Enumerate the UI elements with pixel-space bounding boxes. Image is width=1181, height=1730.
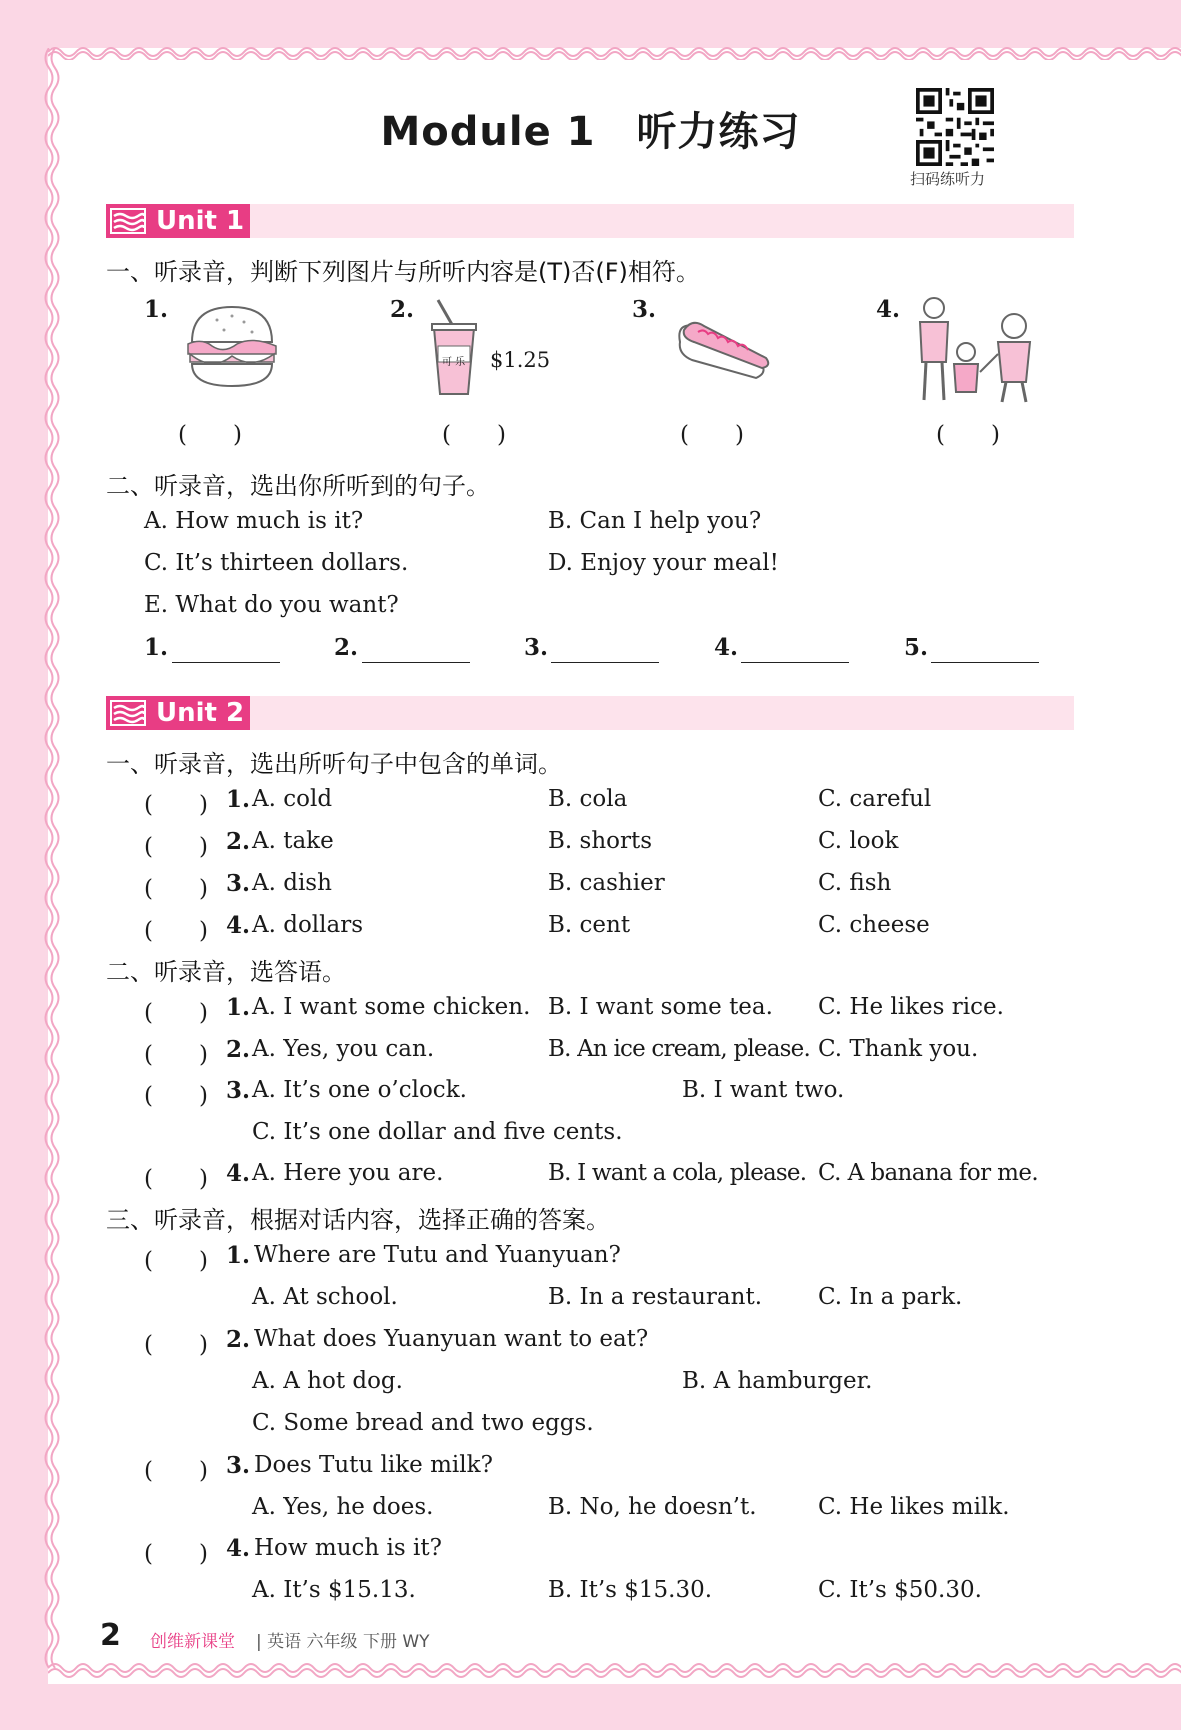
picture-item-number: 4. (876, 296, 901, 323)
option-a: A. I want some chicken. (252, 994, 531, 1020)
option-b: B. A hamburger. (682, 1368, 873, 1394)
family-icon (910, 292, 1038, 406)
book-info: | 英语 六年级 下册 WY (256, 1632, 430, 1652)
cup-label: 可 乐 (442, 357, 466, 368)
option-b: B. I want two. (682, 1077, 845, 1103)
sentence-option-d: D. Enjoy your meal! (548, 550, 779, 576)
sentence-option-a: A. How much is it? (144, 508, 364, 534)
option-c: C. Thank you. (818, 1036, 979, 1062)
answer-blank[interactable] (741, 662, 849, 663)
answer-parentheses[interactable]: ( ) (144, 1248, 208, 1274)
option-c: C. In a park. (818, 1284, 963, 1310)
option-a: A. dish (252, 870, 332, 896)
unit1-part1-heading: 一、听录音，判断下列图片与所听内容是(T)否(F)相符。 (106, 258, 700, 286)
question-number: 1. (226, 786, 251, 813)
option-c: C. It’s one dollar and five cents. (252, 1119, 623, 1145)
answer-parentheses[interactable]: ( ) (144, 1332, 208, 1358)
option-c: C. He likes milk. (818, 1494, 1010, 1520)
question-number: 3. (226, 870, 251, 897)
cola-cup-icon (428, 298, 480, 398)
hot-dog-icon (672, 312, 772, 384)
question-text: Does Tutu like milk? (254, 1452, 493, 1478)
option-c: C. A banana for me. (818, 1160, 1039, 1186)
option-a: A. Yes, he does. (252, 1494, 434, 1520)
option-a: A. At school. (252, 1284, 398, 1310)
blank-number: 4. (714, 634, 739, 661)
question-number: 4. (226, 1160, 251, 1187)
question-text: How much is it? (254, 1535, 442, 1561)
unit-1-tag (106, 204, 250, 238)
unit-2-banner (106, 696, 1074, 730)
option-a: A. It’s $15.13. (252, 1577, 416, 1603)
picture-item-number: 1. (144, 296, 169, 323)
option-b: B. I want a cola, please. (548, 1160, 807, 1186)
option-b: B. It’s $15.30. (548, 1577, 713, 1603)
unit2-part3-heading: 三、听录音，根据对话内容，选择正确的答案。 (106, 1206, 610, 1234)
blank-number: 5. (904, 634, 929, 661)
sentence-option-b: B. Can I help you? (548, 508, 762, 534)
option-c: C. It’s $50.30. (818, 1577, 982, 1603)
top-wave-border (48, 44, 1181, 60)
question-text: What does Yuanyuan want to eat? (254, 1326, 649, 1352)
option-b: B. cent (548, 912, 631, 938)
unit2-part2-heading: 二、听录音，选答语。 (106, 958, 346, 986)
picture-item-number: 2. (390, 296, 415, 323)
question-number: 2. (226, 1036, 251, 1063)
option-c: C. Some bread and two eggs. (252, 1410, 594, 1436)
option-a: A. take (252, 828, 334, 854)
page-number: 2 (100, 1618, 121, 1653)
option-c: C. look (818, 828, 899, 854)
answer-parentheses[interactable]: ( ) (144, 876, 208, 902)
unit1-part2-heading: 二、听录音，选出你所听到的句子。 (106, 472, 490, 500)
option-b: B. cola (548, 786, 628, 812)
qr-caption: 扫码练听力 (910, 170, 986, 188)
option-c: C. fish (818, 870, 892, 896)
option-a: A. Yes, you can. (252, 1036, 435, 1062)
page-title: Module 1 听力练习 (380, 109, 801, 155)
answer-parentheses[interactable]: ( ) (178, 422, 242, 448)
option-b: B. shorts (548, 828, 653, 854)
answer-parentheses[interactable]: ( ) (144, 1042, 208, 1068)
question-number: 1. (226, 994, 251, 1021)
left-wave-border (44, 48, 62, 1678)
option-a: A. It’s one o’clock. (252, 1077, 467, 1103)
answer-blank[interactable] (362, 662, 470, 663)
wave-lines-icon (110, 208, 146, 234)
wave-lines-icon (110, 700, 146, 726)
answer-parentheses[interactable]: ( ) (936, 422, 1000, 448)
blank-number: 3. (524, 634, 549, 661)
answer-parentheses[interactable]: ( ) (144, 918, 208, 944)
answer-parentheses[interactable]: ( ) (144, 1166, 208, 1192)
option-a: A. A hot dog. (252, 1368, 403, 1394)
unit2-part1-heading: 一、听录音，选出所听句子中包含的单词。 (106, 750, 562, 778)
qr-code-icon[interactable] (916, 88, 994, 166)
blank-number: 2. (334, 634, 359, 661)
option-a: A. Here you are. (252, 1160, 444, 1186)
option-b: B. cashier (548, 870, 665, 896)
answer-parentheses[interactable]: ( ) (144, 1541, 208, 1567)
question-number: 2. (226, 1326, 251, 1353)
question-text: Where are Tutu and Yuanyuan? (254, 1242, 621, 1268)
answer-blank[interactable] (172, 662, 280, 663)
answer-parentheses[interactable]: ( ) (680, 422, 744, 448)
unit-1-banner (106, 204, 1074, 238)
question-number: 3. (226, 1452, 251, 1479)
answer-parentheses[interactable]: ( ) (442, 422, 506, 448)
sentence-option-e: E. What do you want? (144, 592, 399, 618)
unit-2-label: Unit 2 (156, 698, 245, 728)
brand-name: 创维新课堂 (150, 1632, 235, 1652)
answer-parentheses[interactable]: ( ) (144, 792, 208, 818)
option-c: C. He likes rice. (818, 994, 1004, 1020)
question-number: 4. (226, 912, 251, 939)
answer-parentheses[interactable]: ( ) (144, 1083, 208, 1109)
answer-blank[interactable] (931, 662, 1039, 663)
option-b: B. No, he doesn’t. (548, 1494, 757, 1520)
option-a: A. dollars (252, 912, 364, 938)
option-c: C. careful (818, 786, 932, 812)
option-b: B. In a restaurant. (548, 1284, 763, 1310)
answer-parentheses[interactable]: ( ) (144, 834, 208, 860)
option-b: B. An ice cream, please. (548, 1036, 810, 1062)
answer-blank[interactable] (551, 662, 659, 663)
answer-parentheses[interactable]: ( ) (144, 1000, 208, 1026)
option-b: B. I want some tea. (548, 994, 773, 1020)
hamburger-icon (182, 302, 282, 392)
picture-item-number: 3. (632, 296, 657, 323)
unit-1-label: Unit 1 (156, 206, 245, 236)
option-c: C. cheese (818, 912, 930, 938)
bottom-wave-border (48, 1662, 1181, 1678)
unit-2-tag (106, 696, 250, 730)
question-number: 4. (226, 1535, 251, 1562)
question-number: 1. (226, 1242, 251, 1269)
answer-parentheses[interactable]: ( ) (144, 1458, 208, 1484)
question-number: 2. (226, 828, 251, 855)
price-label: $1.25 (490, 348, 551, 372)
sentence-option-c: C. It’s thirteen dollars. (144, 550, 409, 576)
option-a: A. cold (252, 786, 333, 812)
blank-number: 1. (144, 634, 169, 661)
question-number: 3. (226, 1077, 251, 1104)
